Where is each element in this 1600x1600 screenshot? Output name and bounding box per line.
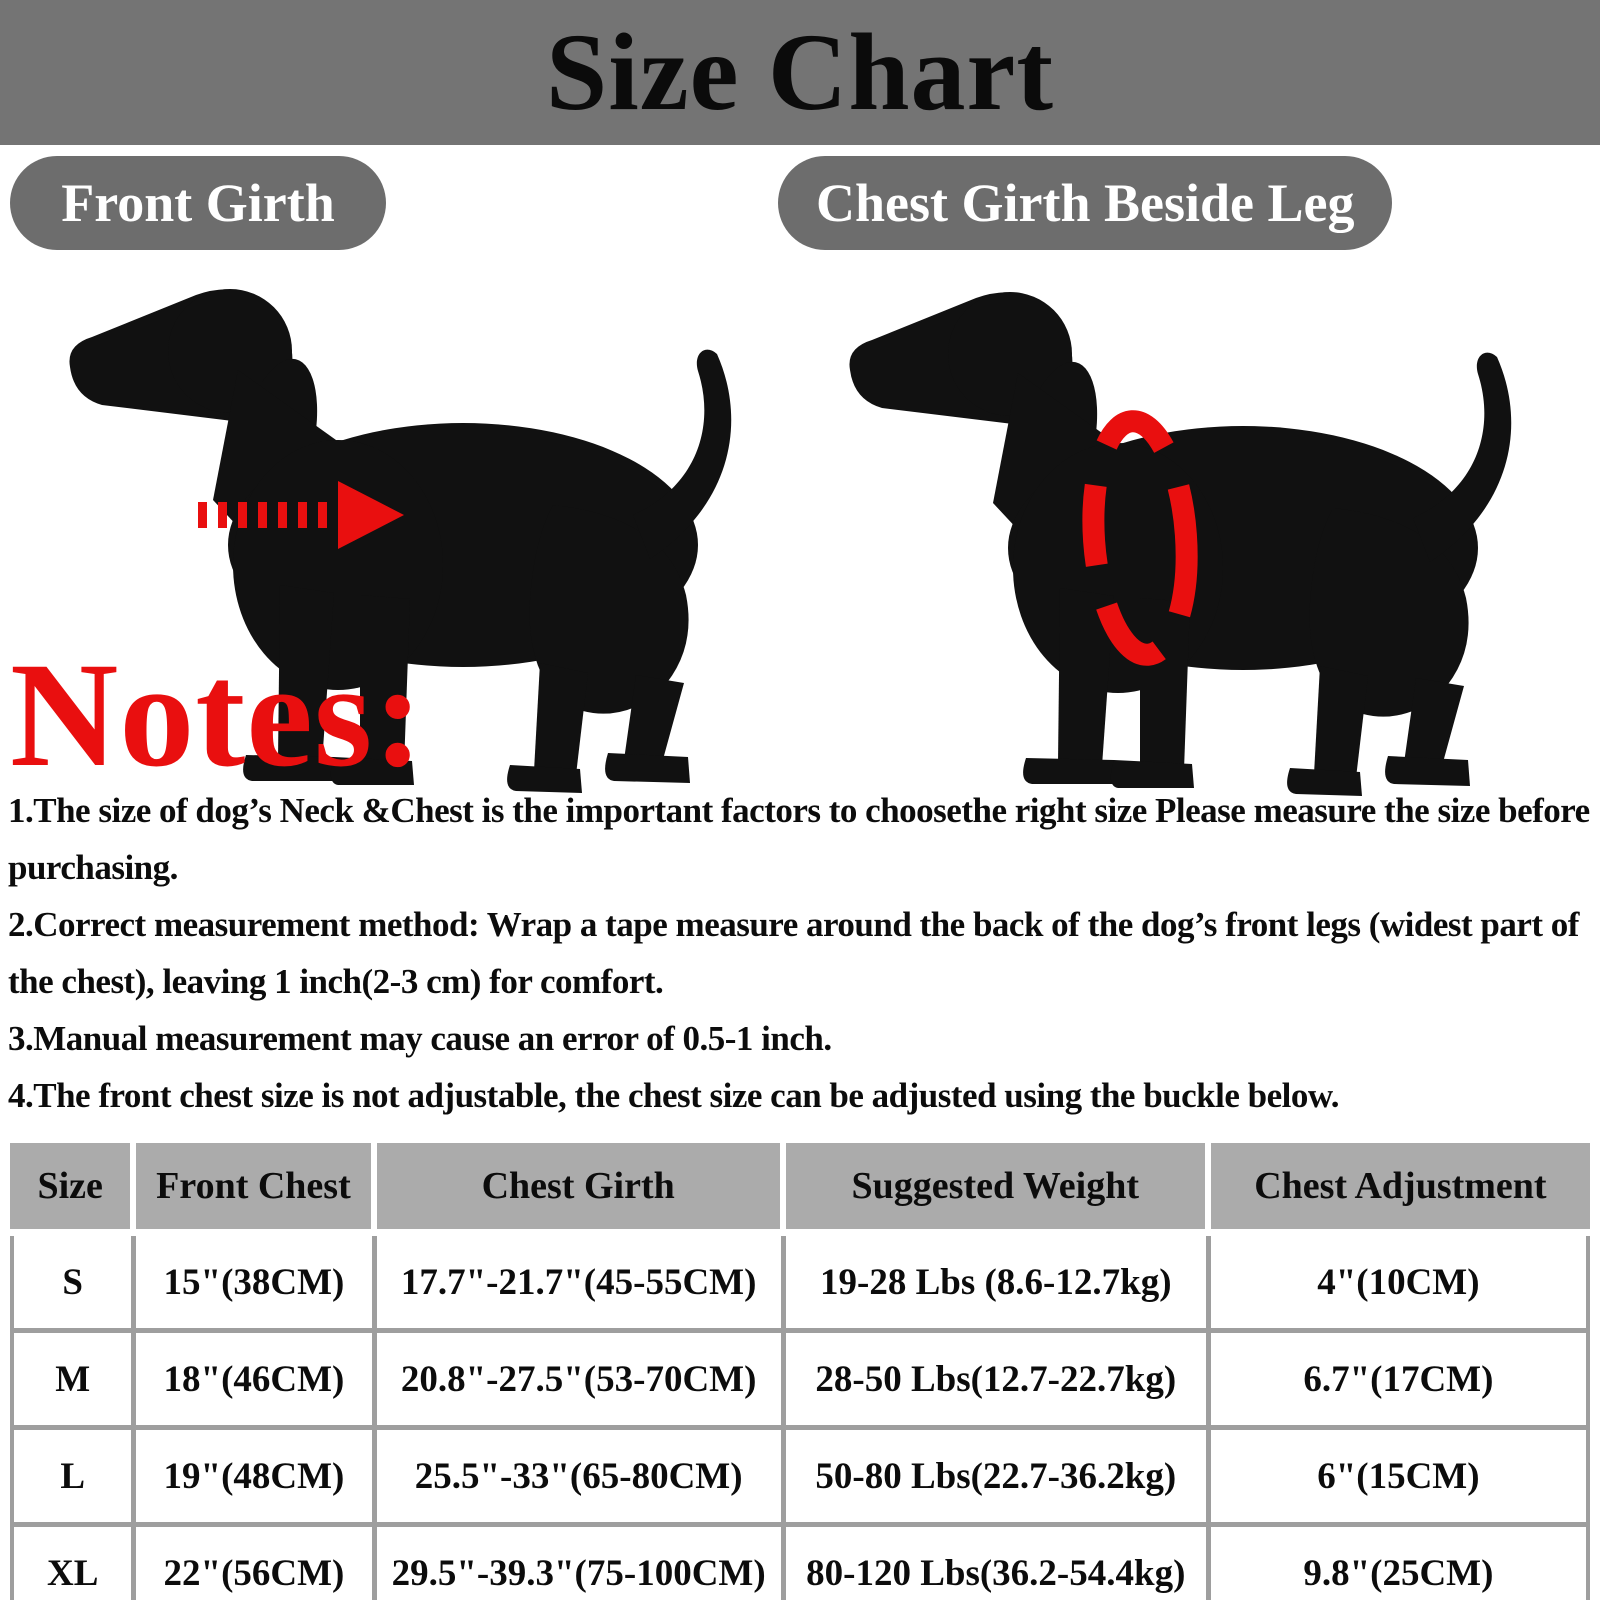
front-girth-label-text: Front Girth [61,173,335,233]
cell-suggested-weight: 50-80 Lbs(22.7-36.2kg) [786,1430,1211,1527]
note-item-4: 4.The front chest size is not adjustable, the chest size can be adjusted using the buckle below. [8,1076,1339,1115]
cell-front-chest: 19"(48CM) [136,1430,376,1527]
front-girth-label [10,156,386,250]
cell-size: M [10,1333,136,1430]
cell-chest-girth: 25.5"-33"(65-80CM) [377,1430,786,1527]
notes-heading: Notes: [10,632,425,798]
cell-size: XL [10,1527,136,1600]
cell-size: S [10,1236,136,1333]
col-header-size: Size [10,1143,136,1236]
cell-suggested-weight: 28-50 Lbs(12.7-22.7kg) [786,1333,1211,1430]
table-row-s [10,1236,1590,1333]
note-item-1: 1.The size of dog’s Neck &Chest is the important factors to choosethe right size Please measure the size before purchasing. [8,791,1590,887]
col-header-front-chest: Front Chest [136,1143,376,1236]
chest-girth-label [778,156,1392,250]
dog-silhouette-right [828,258,1538,803]
cell-suggested-weight: 80-120 Lbs(36.2-54.4kg) [786,1527,1211,1600]
cell-chest-adjustment: 4"(10CM) [1211,1236,1590,1333]
cell-chest-girth: 17.7"-21.7"(45-55CM) [377,1236,786,1333]
table-row-m [10,1333,1590,1430]
table-row-l [10,1430,1590,1527]
page-title: Size Chart [546,11,1054,133]
col-header-chest-girth: Chest Girth [377,1143,786,1236]
size-table [10,1143,1590,1600]
cell-front-chest: 18"(46CM) [136,1333,376,1430]
cell-front-chest: 15"(38CM) [136,1236,376,1333]
col-header-chest-adjustment: Chest Adjustment [1211,1143,1590,1236]
cell-chest-girth: 20.8"-27.5"(53-70CM) [377,1333,786,1430]
chest-girth-label-text: Chest Girth Beside Leg [816,173,1355,233]
note-item-3: 3.Manual measurement may cause an error of 0.5-1 inch. [8,1019,832,1058]
title-band [0,0,1600,145]
table-header-row [10,1143,1590,1236]
table-row-xl [10,1527,1590,1600]
cell-chest-adjustment: 6"(15CM) [1211,1430,1590,1527]
cell-front-chest: 22"(56CM) [136,1527,376,1600]
cell-chest-girth: 29.5"-39.3"(75-100CM) [377,1527,786,1600]
cell-size: L [10,1430,136,1527]
notes-list [8,782,1594,1124]
cell-chest-adjustment: 6.7"(17CM) [1211,1333,1590,1430]
note-item-2: 2.Correct measurement method: Wrap a tape measure around the back of the dog’s front legs (widest part of the chest), leaving 1 inch(2-3 cm) for comfort. [8,905,1579,1001]
col-header-suggested-weight: Suggested Weight [786,1143,1211,1236]
cell-chest-adjustment: 9.8"(25CM) [1211,1527,1590,1600]
cell-suggested-weight: 19-28 Lbs (8.6-12.7kg) [786,1236,1211,1333]
